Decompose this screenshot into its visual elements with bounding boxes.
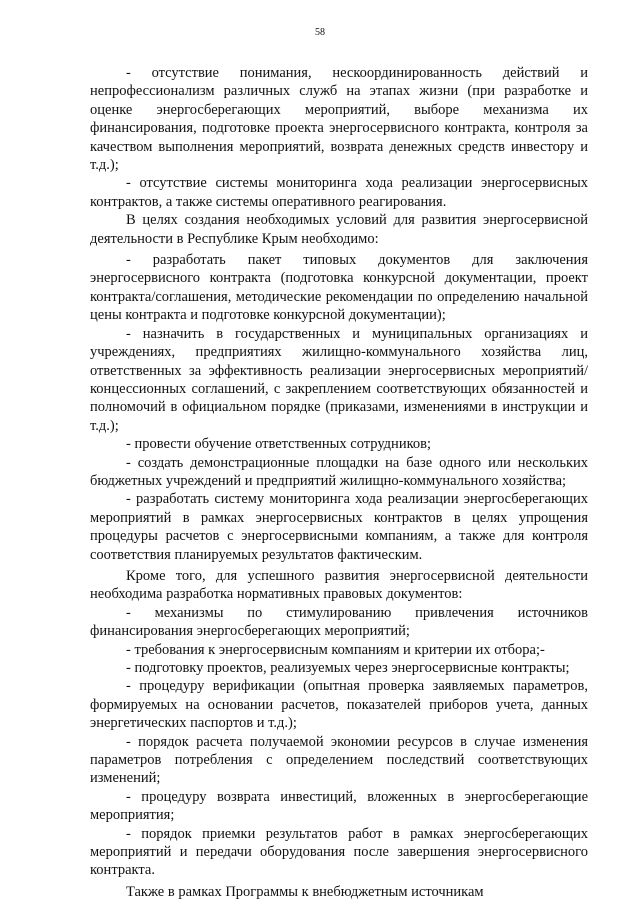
paragraph-conditions-intro: В целях создания необходимых условий для развития энергосервисной деятельности в Республике Крым необходимо: [90,212,588,247]
paragraph-incentive-mechanisms: - механизмы по стимулированию привлечения источников финансирования энергосберегающих мероприятий; [90,604,588,640]
paragraph-program-extrabudgetary: Также в рамках Программы к внебюджетным источникам [126,883,484,900]
paragraph-develop-document-package: - разработать пакет типовых документов для заключения энергосервисного контракта (подготовка конкурсной документации, проект контракта/соглашения, методические рекомендации по определению начальной цены контракта и подготовке конкурсной документации); [90,252,588,324]
paragraph-lack-of-understanding: - отсутствие понимания, нескоординированность действий и непрофессионализм различных служб на этапах жизни (при разработке и оценке энергосберегающих мероприятий, выборе механизма их финансирования, подготовке проекта энергосервисного контракта, контроля за качеством выполнения мероприятий, возврата денежных средств инвестору и т.д.); [90,65,588,174]
paragraph-savings-calculation: - порядок расчета получаемой экономии ресурсов в случае изменения параметров потребления с определением последствий соответствующих изменений; [90,733,588,787]
document-body [90,64,588,901]
paragraph-develop-monitoring: - разработать систему мониторинга хода реализации энергосберегающих мероприятий в рамках энергосервисных контрактов в целях упрощения процедуры расчетов с энергосервисными компаниям, а также для контроля соответствия планируемых результатов фактическим. [90,491,588,563]
paragraph-project-preparation: - подготовку проектов, реализуемых через энергосервисные контракты; [126,660,570,676]
page-number: 58 [315,27,325,38]
paragraph-acceptance-procedure: - порядок приемки результатов работ в рамках энергосберегающих мероприятий и передачи оборудования после завершения энергосервисного контракта. [90,825,588,879]
paragraph-regulatory-intro: Кроме того, для успешного развития энергосервисной деятельности необходима разработка нормативных правовых документов: [90,567,588,603]
paragraph-demo-sites: - создать демонстрационные площадки на базе одного или нескольких бюджетных учреждений и предприятий жилищно-коммунального хозяйства; [90,454,588,489]
paragraph-verification-procedure: - процедуру верификации (опытная проверка заявляемых параметров, формируемых на основании расчетов, показателей приборов учета, данных энергетических паспортов и т.д.); [90,678,588,732]
paragraph-company-requirements: - требования к энергосервисным компаниям и критерии их отбора;- [126,641,545,658]
paragraph-train-staff: - провести обучение ответственных сотрудников; [126,436,432,453]
paragraph-no-monitoring-system: - отсутствие системы мониторинга хода реализации энергосервисных контрактов, а также системы оперативного реагирования. [90,175,588,210]
paragraph-appoint-responsible: - назначить в государственных и муниципальных организациях и учреждениях, предприятиях жилищно-коммунального хозяйства лиц, ответственных за эффективность реализации энергосервисных мероприятий/концессионных соглашений, с закреплением соответствующих обязанностей и полномочий в официальном порядке (приказами, изменениями в инструкции и т.д.); [90,325,588,434]
paragraph-investment-return: - процедуру возврата инвестиций, вложенных в энергосберегающие мероприятия; [90,788,588,824]
